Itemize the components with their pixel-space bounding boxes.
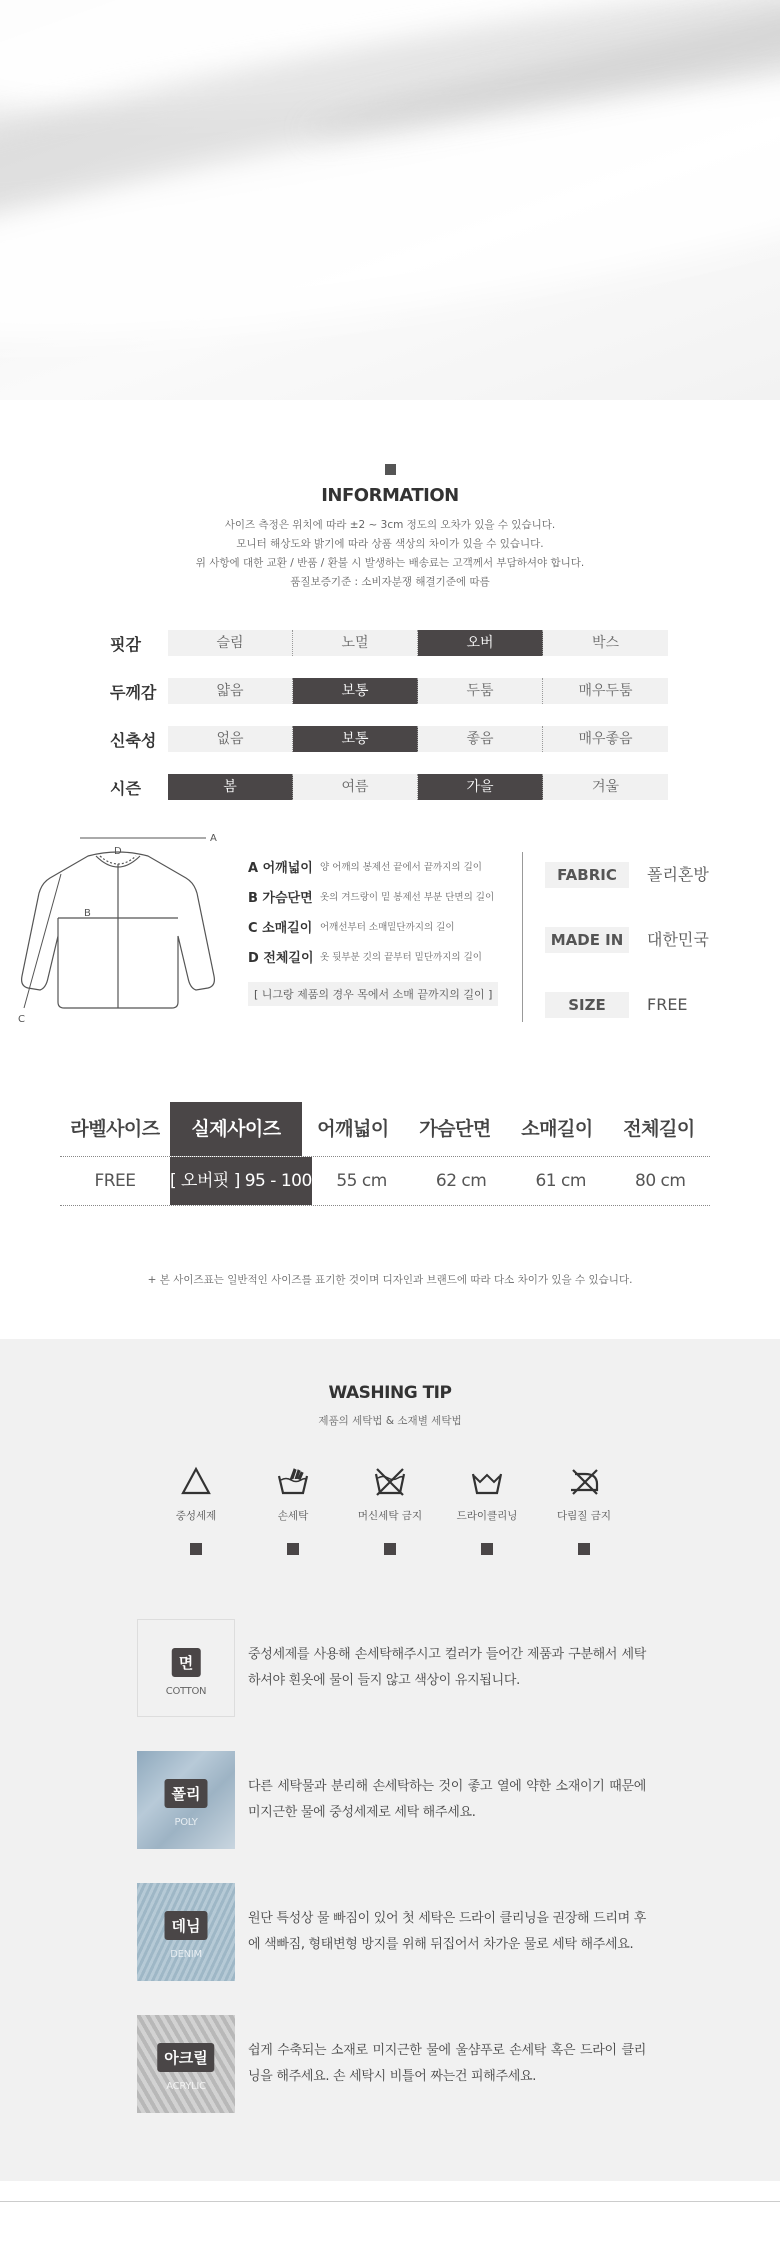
- measure-desc: 옷의 겨드랑이 밑 봉제선 부분 단면의 길이: [320, 892, 495, 903]
- washing-icons: [0, 1466, 780, 1555]
- fabric-swatch: [137, 1619, 235, 1717]
- attribute-option: 오버: [418, 630, 543, 656]
- washing-icon-label: 중성세제: [175, 1510, 217, 1522]
- fabric-english: DENIM: [170, 1949, 202, 1960]
- washing-icon-item: [439, 1466, 536, 1555]
- attribute-option: 보통: [293, 726, 418, 752]
- information-section: [0, 400, 780, 592]
- fabric-description: 쉽게 수축되는 소재로 미지근한 물에 울샴푸로 손세탁 혹은 드라이 클리닝을 해주세요. 손 세탁시 비틀어 짜는건 피해주세요.: [248, 2043, 646, 2084]
- table-cell: FREE: [94, 1171, 136, 1191]
- attribute-row: [110, 630, 670, 656]
- fabric-photo: [0, 0, 780, 400]
- indicator-square: [481, 1543, 493, 1555]
- table-cell: 61 cm: [535, 1171, 586, 1191]
- label-a: A: [210, 833, 217, 844]
- fabric-badge: 데님: [165, 1911, 208, 1940]
- size-note: + 본 사이즈표는 일반적인 사이즈를 표기한 것이며 디자인과 브랜드에 따라 다소 차이가 있을 수 있습니다.: [147, 1274, 633, 1286]
- table-cell: 62 cm: [435, 1171, 487, 1191]
- attribute-table: [110, 630, 670, 800]
- fabric-care-list: [137, 1619, 780, 2113]
- measure-name: B 가슴단면: [248, 890, 313, 906]
- measure-guide: [0, 826, 780, 1056]
- attribute-label: 신축성: [110, 730, 157, 750]
- header-cell: 전체길이: [623, 1118, 695, 1140]
- measure-list: [248, 856, 498, 1006]
- fabric-description: 다른 세탁물과 분리해 손세탁하는 것이 좋고 열에 약한 소재이기 때문에 미지근한 물에 중성세제로 세탁 해주세요.: [248, 1779, 646, 1820]
- table-cell: 80 cm: [635, 1171, 686, 1191]
- washing-icon-item: [245, 1466, 342, 1555]
- attribute-options: [168, 774, 668, 800]
- attribute-option: 가을: [418, 774, 543, 800]
- fabric-swatch: [137, 2015, 235, 2113]
- sweater-diagram: [18, 826, 238, 1026]
- knit-note: [ 니그랑 제품의 경우 목에서 소매 끝까지의 길이 ]: [248, 982, 498, 1006]
- indicator-square: [578, 1543, 590, 1555]
- indicator-square: [384, 1543, 396, 1555]
- label-b: B: [84, 908, 91, 919]
- attribute-label: 핏감: [110, 634, 141, 654]
- attribute-option: 봄: [168, 774, 293, 800]
- washing-icon-item: [148, 1466, 245, 1555]
- attribute-label: 두께감: [110, 682, 157, 702]
- measure-desc: 어깨선부터 소매밑단까지의 길이: [320, 922, 455, 933]
- fabric-badge: 면: [172, 1648, 201, 1677]
- header-cell: 소매길이: [521, 1118, 593, 1140]
- attribute-option: 보통: [293, 678, 418, 704]
- fabric-english: ACRYLIC: [166, 2081, 206, 2092]
- attribute-row: [110, 774, 670, 800]
- fabric-description: 중성세제를 사용해 손세탁해주시고 컬러가 들어간 제품과 구분해서 세탁하셔야 흰옷에 물이 들지 않고 색상이 유지됩니다.: [248, 1647, 646, 1688]
- washing-icon-label: 다림질 금지: [556, 1510, 612, 1522]
- spec-size: [545, 992, 688, 1018]
- fabric-item-poly: [137, 1751, 780, 1849]
- spec-key: SIZE: [545, 992, 629, 1018]
- measure-desc: 양 어깨의 봉제선 끝에서 끝까지의 길이: [320, 862, 482, 873]
- measure-item: [248, 946, 498, 966]
- indicator-square: [287, 1543, 299, 1555]
- header-cell: 가슴단면: [419, 1118, 491, 1140]
- attribute-option: 여름: [293, 774, 418, 800]
- no-iron-icon: [567, 1466, 601, 1496]
- table-row: [60, 1156, 710, 1206]
- information-heading: INFORMATION: [321, 485, 459, 506]
- information-notes: [0, 516, 780, 592]
- section-marker: [385, 464, 396, 475]
- measure-name: C 소매길이: [248, 920, 313, 936]
- washing-icon-label: 드라이클리닝: [456, 1510, 518, 1522]
- washing-icon-item: [536, 1466, 633, 1555]
- attribute-option: 슬림: [168, 630, 293, 656]
- dry-clean-icon: [470, 1466, 504, 1496]
- triangle-icon: [179, 1466, 213, 1496]
- attribute-row: [110, 678, 670, 704]
- note-line: 위 사항에 대한 교환 / 반품 / 환불 시 발생하는 배송료는 고객께서 부담하셔야 합니다.: [195, 557, 585, 569]
- attribute-row: [110, 726, 670, 752]
- header-cell: 실제사이즈: [170, 1102, 302, 1156]
- spec-fabric: [545, 862, 709, 888]
- fabric-item-acrylic: [137, 2015, 780, 2113]
- header-cell: 어깨넓이: [317, 1118, 389, 1140]
- label-c: C: [18, 1014, 25, 1025]
- washing-icon-item: [342, 1466, 439, 1555]
- size-table-header: [60, 1102, 710, 1156]
- attribute-options: [168, 630, 668, 656]
- attribute-label: 시즌: [110, 778, 141, 798]
- washing-tip-section: [0, 1339, 780, 2181]
- measure-name: A 어깨넓이: [248, 860, 313, 876]
- table-cell: 55 cm: [336, 1171, 387, 1191]
- measure-name: D 전체길이: [248, 950, 314, 966]
- attribute-option: 매우좋음: [543, 726, 668, 752]
- fabric-description: 원단 특성상 물 빠짐이 있어 첫 세탁은 드라이 클리닝을 권장해 드리며 후에 색빠짐, 형태변형 방지를 위해 뒤집어서 차가운 물로 세탁 해주세요.: [248, 1911, 646, 1952]
- note-line: 모니터 해상도와 밝기에 따라 상품 색상의 차이가 있을 수 있습니다.: [236, 538, 544, 550]
- note-line: 사이즈 측정은 위치에 따라 ±2 ~ 3cm 정도의 오차가 있을 수 있습니다.: [224, 519, 556, 531]
- spec-value: 대한민국: [647, 930, 709, 949]
- fabric-badge: 폴리: [165, 1779, 208, 1808]
- fabric-item-cotton: [137, 1619, 780, 1717]
- attribute-option: 매우두툼: [543, 678, 668, 704]
- washing-icon-label: 손세탁: [277, 1510, 309, 1522]
- fabric-item-denim: [137, 1883, 780, 1981]
- measure-item: [248, 856, 498, 876]
- fabric-english: POLY: [174, 1817, 198, 1828]
- attribute-option: 얇음: [168, 678, 293, 704]
- spec-value: 폴리혼방: [647, 865, 709, 884]
- fabric-badge: 아크릴: [157, 2043, 214, 2072]
- fabric-swatch: [137, 1883, 235, 1981]
- attribute-option: 두툼: [418, 678, 543, 704]
- size-table: [60, 1102, 710, 1206]
- divider: [522, 852, 523, 1022]
- attribute-option: 좋음: [418, 726, 543, 752]
- attribute-option: 박스: [543, 630, 668, 656]
- washing-subheading: 제품의 세탁법 & 소재별 세탁법: [318, 1415, 462, 1427]
- fabric-english: COTTON: [165, 1686, 207, 1697]
- measure-item: [248, 886, 498, 906]
- hand-wash-icon: [276, 1466, 310, 1496]
- fabric-swatch: [137, 1751, 235, 1849]
- spec-key: MADE IN: [545, 927, 629, 953]
- label-d: D: [114, 846, 122, 857]
- bottom-divider: [0, 2201, 780, 2229]
- spec-key: FABRIC: [545, 862, 629, 888]
- attribute-option: 노멀: [293, 630, 418, 656]
- no-machine-wash-icon: [373, 1466, 407, 1496]
- table-cell: [ 오버핏 ] 95 - 100: [170, 1157, 312, 1205]
- note-line: 품질보증기준 : 소비자분쟁 해결기준에 따름: [290, 576, 490, 588]
- indicator-square: [190, 1543, 202, 1555]
- header-cell: 라벨사이즈: [70, 1118, 160, 1140]
- washing-heading: WASHING TIP: [328, 1383, 452, 1403]
- attribute-option: 없음: [168, 726, 293, 752]
- measure-item: [248, 916, 498, 936]
- measure-desc: 옷 뒷부분 깃의 끝부터 밑단까지의 길이: [320, 952, 482, 963]
- washing-icon-label: 머신세탁 금지: [357, 1510, 423, 1522]
- attribute-options: [168, 726, 668, 752]
- attribute-option: 겨울: [543, 774, 668, 800]
- spec-made-in: [545, 927, 709, 953]
- attribute-options: [168, 678, 668, 704]
- spec-value: FREE: [647, 995, 688, 1014]
